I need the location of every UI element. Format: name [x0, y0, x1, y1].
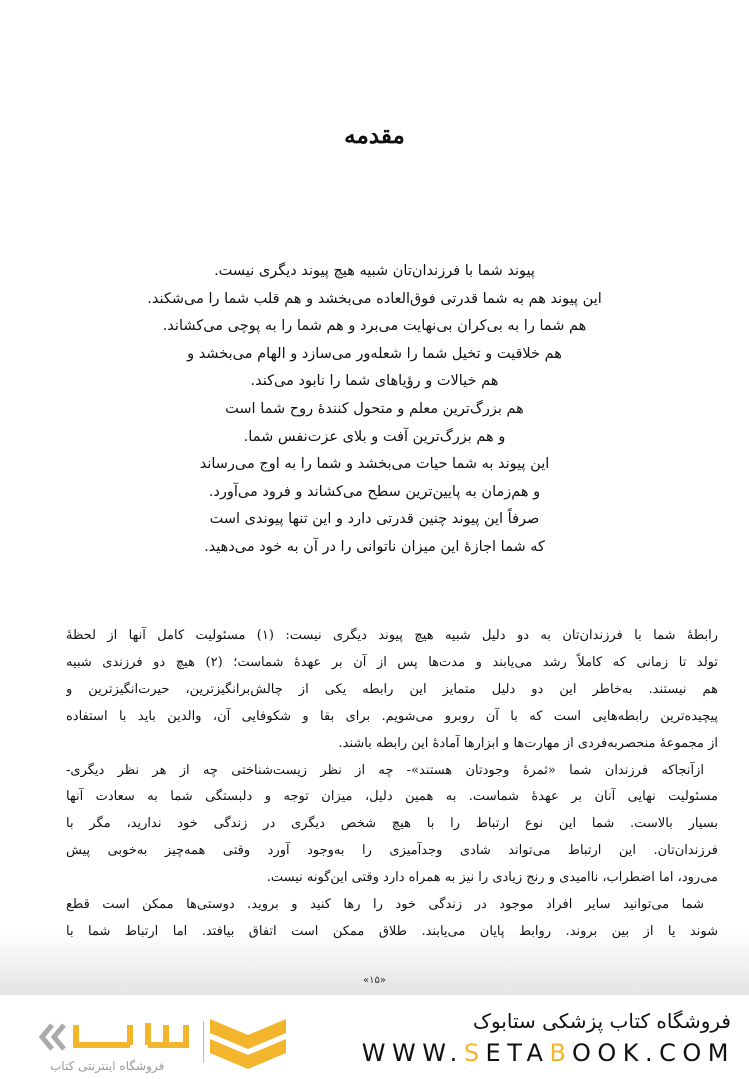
url-part: S [463, 1039, 486, 1067]
poem-line: این پیوند هم به شما قدرتی فوق‌العاده می‌بخشد و هم قلب شما را می‌شکند. [147, 290, 602, 307]
url-part: B [549, 1039, 572, 1067]
shop-name: فروشگاه کتاب پزشکی ستابوک [473, 1009, 731, 1033]
poem-line: هم بزرگ‌ترین معلم و متحول کنندهٔ روح شما است [225, 400, 524, 417]
text-line: تولد تا زمانی که کاملاً رشد می‌یابند و مدت‌ها پس از آن بر عهدهٔ شماست؛ (۲) هیچ دو فرزندی شبیه [66, 654, 718, 670]
text-line: بسیار بالاست. شما این نوع ارتباط را با هیچ شخص دیگری در زندگی خود ندارید، مگر با [66, 816, 718, 832]
poem-line: و هم بزرگ‌ترین آفت و بلای عزت‌نفس شما. [243, 428, 506, 445]
url-part: WWW. [361, 1039, 464, 1067]
poem-line: و هم‌زمان به پایین‌ترین سطح می‌کشاند و فرود می‌آورد. [208, 483, 541, 500]
text-line: ازآنجاکه فرزندان شما «ثمرهٔ وجودتان هستند»- چه از نظر زیست‌شناختی چه از هر نظر دیگری- [66, 762, 704, 778]
footer-banner [0, 995, 749, 1079]
url-part: ETA [485, 1039, 550, 1067]
poem-line: پیوند شما با فرزندان‌تان شبیه هیچ پیوند دیگری نیست. [214, 263, 535, 279]
poem-line: این پیوند به شما حیات می‌بخشد و شما را به اوج می‌رساند [199, 456, 550, 473]
poem-line: هم خیالات و رؤیاهای شما را نابود می‌کند. [250, 373, 499, 390]
poem [0, 258, 749, 562]
body-text [66, 623, 718, 946]
text-line: رابطهٔ شما با فرزندان‌تان به دو دلیل شبیه هیچ پیوند دیگری نیست: (۱) مسئولیت کامل آنها از لحظهٔ [66, 628, 718, 643]
text-line: فرزندان‌تان. این ارتباط می‌تواند شادی وجدآمیزی را به‌وجود آورد وقتی همه‌چیز به‌خوبی پیش [66, 843, 718, 859]
setabook-logo[interactable] [20, 1011, 290, 1071]
text-line: شوند یا از بین بروند. روابط پایان می‌یابند. طلاق ممکن است اتفاق بیافتد. اما ارتباط شما با [66, 923, 718, 939]
divider [203, 1021, 204, 1063]
text-line: می‌رود، اما اضطراب، ناامیدی و رنج زیادی را نیز به همراه دارد وقتی این‌گونه نیست. [266, 870, 718, 886]
text-line: از مجموعهٔ منحصربه‌فردی از مهارت‌ها و ابزارها آمادهٔ این رابطه باشند. [338, 735, 718, 751]
text-line: هم نیستند. به‌خاطر این دو دلیل متمایز این رابطه یکی از چالش‌برانگیزترین، حیرت‌انگیزترین و [66, 681, 718, 697]
poem-line: هم خلاقیت و تخیل شما را شعله‌ور می‌سازد و الهام می‌بخشد و [187, 345, 562, 362]
shop-url[interactable] [362, 1039, 735, 1067]
poem-line: هم شما را به بی‌کران بی‌نهایت می‌برد و هم شما را به پوچی می‌کشاند. [162, 318, 587, 335]
poem-line: صرفاً این پیوند چنین قدرتی دارد و این تنها پیوندی است [209, 511, 540, 528]
page-title: مقدمه [344, 122, 405, 149]
text-line: مسئولیت نهایی آنان بر عهدهٔ شماست. به همین دلیل، میزان توجه و دلبستگی شما به سعادت آنها [66, 789, 718, 805]
poem-line: که شما اجازهٔ این میزان ناتوانی را در آن به خود می‌دهید. [204, 538, 545, 555]
url-part: OOK.COM [571, 1039, 735, 1067]
logo-subtitle: فروشگاه اینترنتی کتاب [50, 1059, 165, 1073]
text-line: شما می‌توانید سایر افراد موجود در زندگی خود را رها کنید و بروید. دوستی‌ها ممکن است قطع [66, 897, 704, 913]
text-line: پیچیده‌ترین رابطه‌هایی است که با آن روبرو می‌شویم. برای بقا و شکوفایی آن، والدین باید با استفاده [66, 708, 718, 724]
page-number: «۱۵» [363, 975, 386, 986]
